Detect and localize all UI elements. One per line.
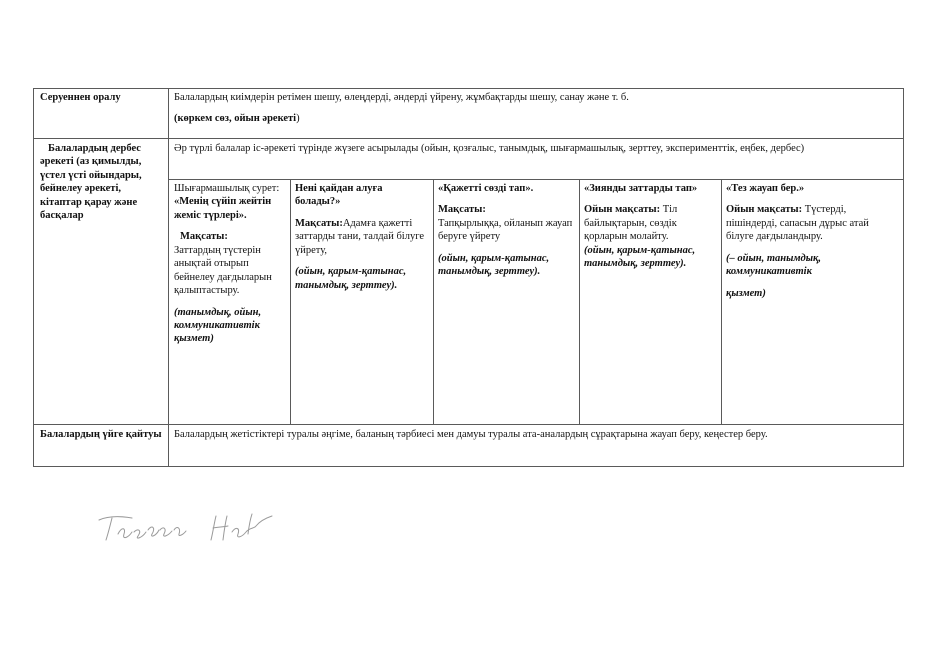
find-word-activity-type: (ойын, қарым-қатынас, танымдық, зерттеу). [438,252,550,278]
find-word-goal-label: Мақсаты: [438,204,486,216]
activity-cell-find-word [434,180,579,281]
drawing-activity-type: (танымдық, ойын, коммуникативтік қызмет) [174,306,262,345]
drawing-goal-label: Мақсаты: [180,231,228,243]
return-walk-note-end: ) [296,113,300,125]
row-divider [33,138,904,139]
activity-cell-quick-answer [722,180,903,302]
drawing-title-plain: Шығармашылық сурет: [174,183,280,194]
row-label-return-walk: Серуеннен оралу [40,92,121,103]
where-to-get-goal-text: Адамға қажетті заттарды тани, талдай білуге үйрету, [295,217,425,256]
harmful-items-goal-label: Ойын мақсаты: [584,204,661,216]
quick-answer-goal [726,203,899,243]
handwritten-signature [96,508,281,548]
find-word-goal-text: Тапқырлыққа, ойланып жауап беруге үйрету [438,217,573,243]
going-home-text: Балалардың жетістіктері туралы әңгіме, баланың тәрбиесі мен дамуы туралы ата-аналардың сұрақтарына жауап беру, кеңестер беру. [174,429,768,440]
harmful-items-goal [584,203,717,243]
return-walk-text: Балалардың киімдерін ретімен шешу, өлеңдерді, әндерді үйрену, жұмбақтарды шешу, санау және т. б. [174,92,629,103]
where-to-get-goal [295,217,429,257]
return-walk-content [170,89,902,128]
where-to-get-activity-type: (ойын, қарым-қатынас, танымдық, зерттеу). [295,266,407,291]
where-to-get-title: Нені қайдан алуға болады?» [295,183,383,208]
drawing-title-bold: «Менің сүйіп жейтін жеміс түрлері». [174,196,272,221]
row-label-going-home: Балалардың үйге қайтуы [40,429,162,440]
activity-cell-drawing [170,180,290,348]
column-divider [168,88,169,467]
signature-text: Тексерілді [100,536,105,537]
independent-activity-intro: Әр түрлі балалар іс-әрекеті түрінде жүзеге асырылады (ойын, қозғалыс, танымдық, шығармашылық, зерттеу, эксперименттік, еңбек, дербес) [174,143,805,154]
drawing-title [174,182,286,222]
drawing-goal-text: Заттардың түстерін анықтай отырып бейнелеу дағдыларын қалыптастыру. [174,244,272,297]
quick-answer-activity-type: (– ойын, танымдық, коммуникативтік [726,252,821,278]
harmful-items-goal-text: Тіл байлықтарын, сөздік қорларын молайту. [584,204,678,243]
harmful-items-title: «Зиянды заттарды тап» [584,183,698,194]
activity-cell-harmful-items [580,180,721,273]
where-to-get-goal-label: Мақсаты: [295,217,343,229]
activity-cell-where-to-get [291,180,433,294]
return-walk-note-bold: (көркем сөз, ойын әрекеті [174,113,297,125]
row-divider [33,424,904,425]
quick-answer-title: «Тез жауап бер.» [726,183,805,194]
return-walk-note [174,112,898,125]
quick-answer-goal-text: Түстерді, пішіндерді, сапасын дұрыс атай білуге дағдыландыру. [726,204,869,243]
quick-answer-activity-type-end: қызмет) [726,287,766,299]
harmful-items-activity-type: (ойын, қарым-қатынас, танымдық, зерттеу). [584,244,696,270]
row-label-independent-activity: Балалардың дербес әрекеті (аз қимылды, үстел үсті ойындары, бейнелеу әрекеті, кітаптар қарау және басқалар [40,143,142,222]
quick-answer-goal-label: Ойын мақсаты: [726,204,803,216]
find-word-title: «Қажетті сөзді тап». [438,183,534,194]
